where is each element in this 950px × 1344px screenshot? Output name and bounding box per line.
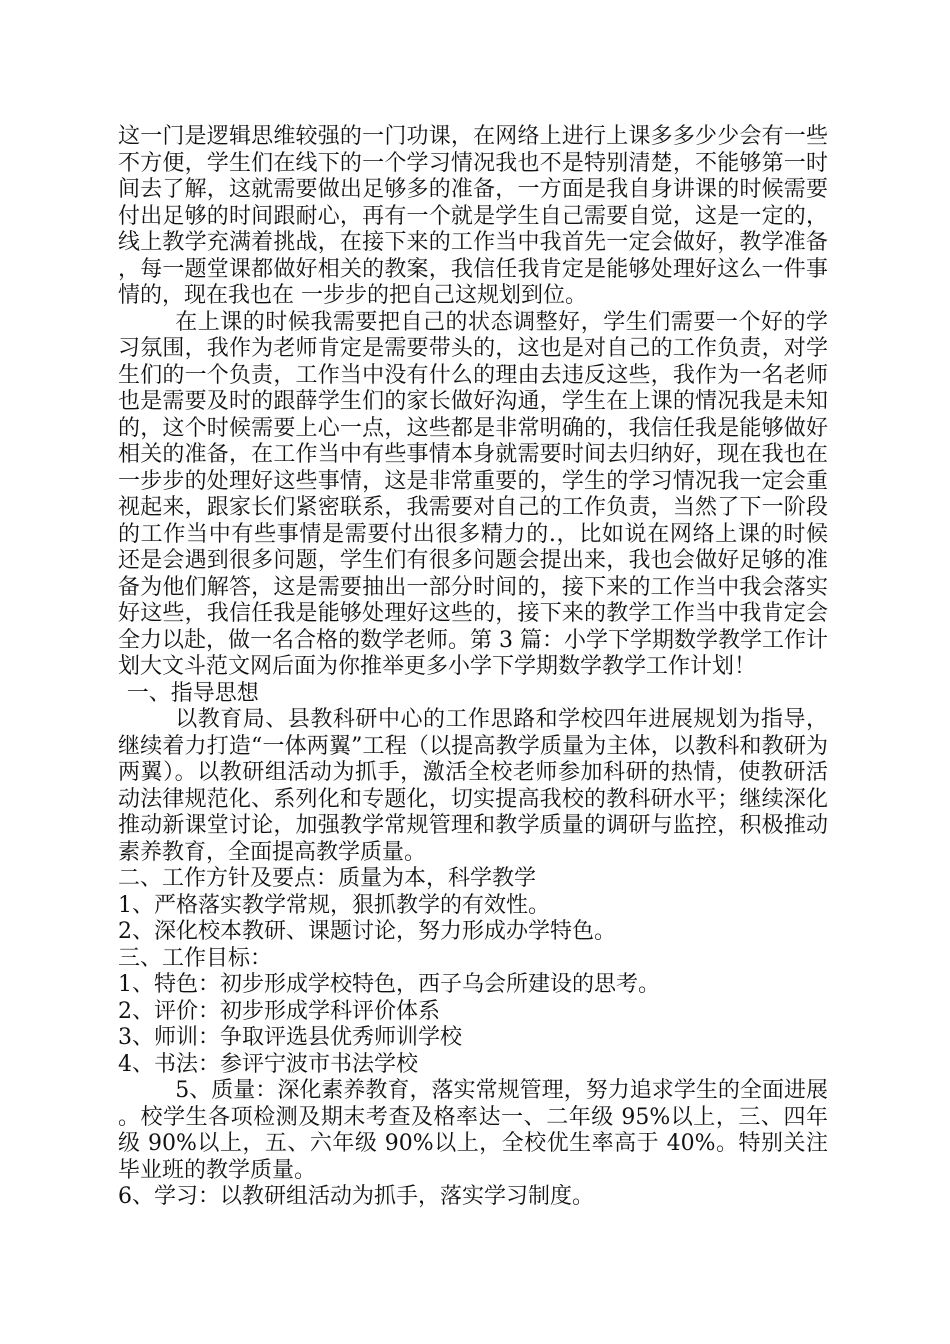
list-item-policy-1: 1、严格落实教学常规，狠抓教学的有效性。 <box>118 892 550 918</box>
section-heading-guiding-thought: 一、指导思想 <box>126 680 259 706</box>
list-item-goal-1: 1、特色：初步形成学校特色，西子乌会所建设的思考。 <box>118 972 660 997</box>
section-heading-work-goals: 三、工作目标： <box>118 945 273 971</box>
list-item-goal-6: 6、学习：以教研组活动为抓手，落实学习制度。 <box>118 1184 594 1209</box>
paragraph-2: 在上课的时候我需要把自己的状态调整好，学生们需要一个好的学习氛围，我作为老师肯定是需要带头的，这也是对自己的工作负责，对学生们的一个负责，工作当中没有什么的理由去违反这些，我作为一名老师也是需要及时的跟薛学生们的家长做好沟通，学生在上课的情况我是未知的，这个时候需要上心一点，这些都是非常明确的，我信任我是能够做好相关的准备，在工作当中有些事情本身就需要时间去归纳好，现在我也在一步步的处理好这些事情，这是非常重要的，学生的学习情况我一定会重视起来，跟家长们紧密联系，我需要对自己的工作负责，当然了下一阶段的工作当中有些事情是需要付出很多精力的.，比如说在网络上课的时候还是会遇到很多问题，学生们有很多问题会提出来，我也会做好足够的准备为他们解答，这是需要抽出一部分时间的，接下来的工作当中我会落实好这些，我信任我是能够处理好这些的，接下来的教学工作当中我肯定会全力以赴，做一名合格的数学老师。第 3 篇：小学下学期数学教学工作计划大文斗范文网后面为你推举更多小学下学期数学教学工作计划！ <box>118 309 828 679</box>
paragraph-1: 这一门是逻辑思维较强的一门功课，在网络上进行上课多多少少会有一些不方便，学生们在线下的一个学习情况我也不是特别清楚，不能够第一时间去了解，这就需要做出足够多的准备，一方面是我自身讲课的时候需要付出足够的时间跟耐心，再有一个就是学生自己需要自觉，这是一定的，线上教学充满着挑战，在接下来的工作当中我首先一定会做好，教学准备，每一题堂课都做好相关的教案，我信任我肯定是能够处理好这么一件事情的，现在我也在 一步步的把自己这规划到位。 <box>118 124 828 308</box>
list-item-goal-5: 5、质量：深化素养教育，落实常规管理，努力追求学生的全面进展。校学生各项检测及期末考查及格率达一、二年级 95%以上，三、四年级 90%以上，五、六年级 90%以上，全校优生率高于 40%。特别关注毕业班的教学质量。 <box>118 1078 828 1183</box>
list-item-policy-2: 2、深化校本教研、课题讨论，努力形成办学特色。 <box>118 919 616 944</box>
section-heading-work-policy: 二、工作方针及要点：质量为本，科学教学 <box>118 866 537 891</box>
document-body <box>118 124 828 1211</box>
list-item-goal-3: 3、师训：争取评选县优秀师训学校 <box>118 1025 462 1050</box>
list-item-goal-4: 4、书法：参评宁波市书法学校 <box>118 1051 418 1077</box>
paragraph-guiding-thought: 以教育局、县教科研中心的工作思路和学校四年进展规划为指导，继续着力打造“一体两翼”工程（以提高教学质量为主体，以教科和教研为两翼）。以教研组活动为抓手，激活全校老师参加科研的热情，使教研活动法律规范化、系列化和专题化，切实提高我校的教科研水平；继续深化推动新课堂讨论，加强教学常规管理和教学质量的调研与监控，积极推动素养教育，全面提高教学质量。 <box>118 707 828 865</box>
list-item-goal-2: 2、评价：初步形成学科评价体系 <box>118 998 440 1024</box>
